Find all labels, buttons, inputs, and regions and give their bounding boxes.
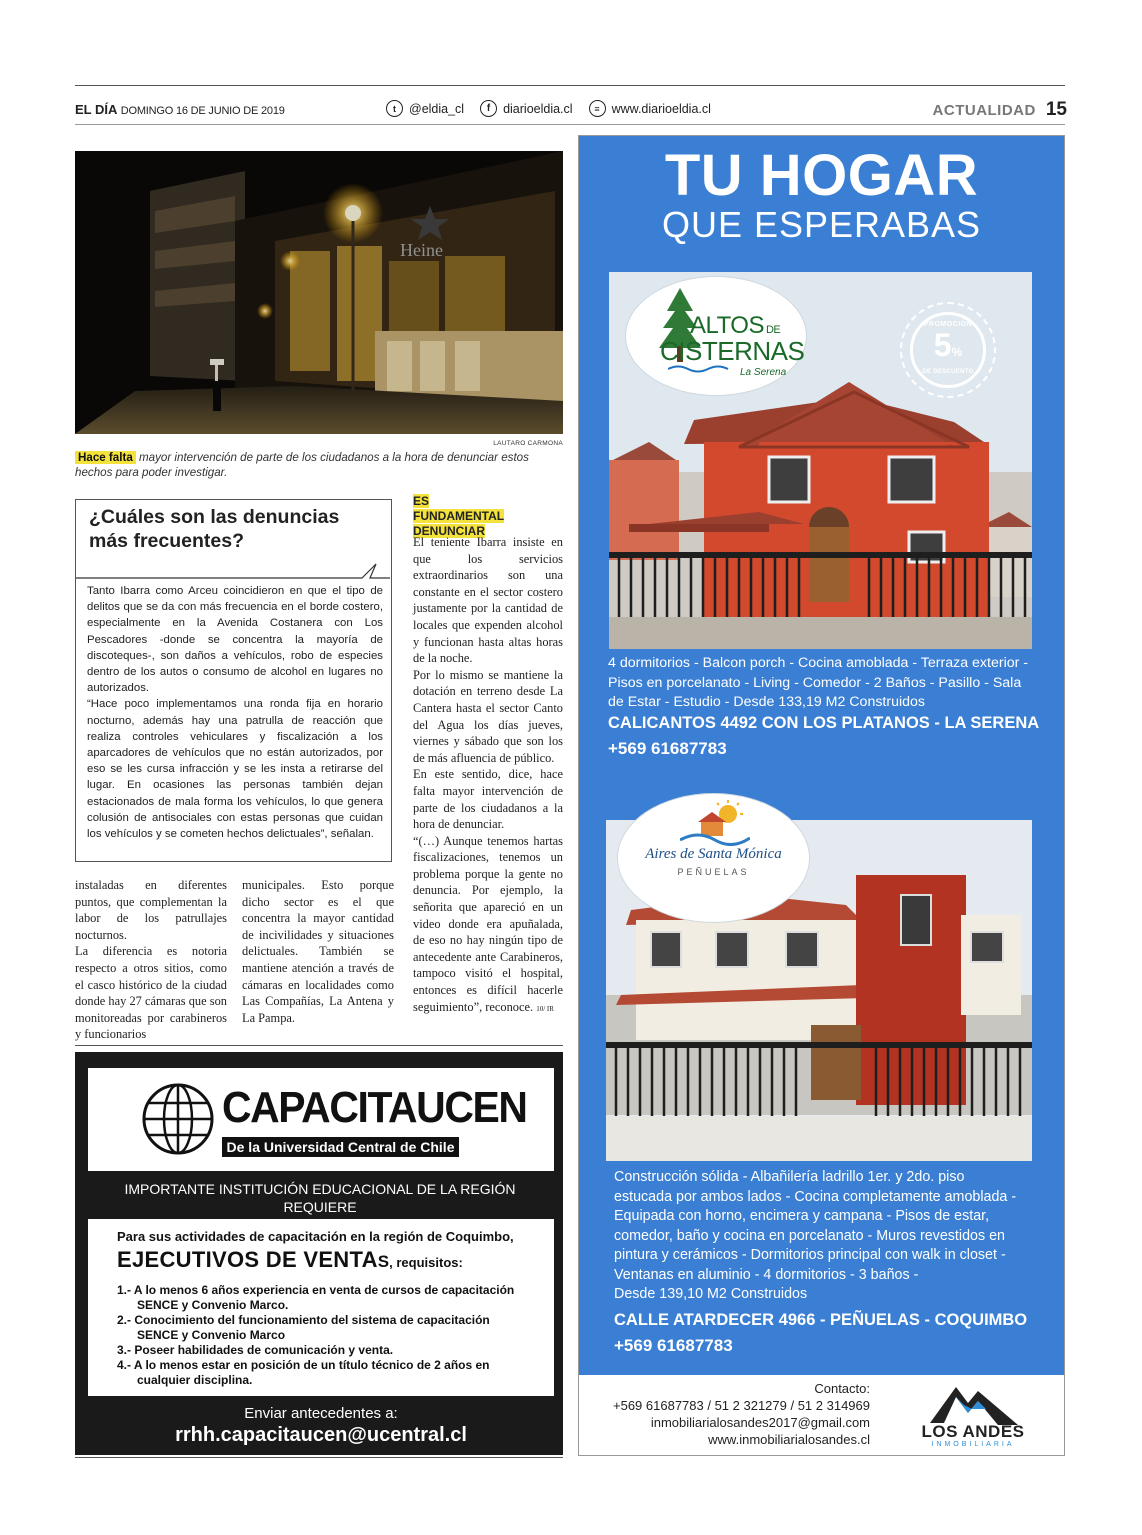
capacitaucen-role	[117, 1247, 557, 1273]
facebook-page[interactable]: diarioeldia.cl	[503, 101, 573, 116]
capacitaucen-email[interactable]: rrhh.capacitaucen@ucentral.cl	[175, 1424, 467, 1446]
page-number: 15	[1045, 99, 1067, 120]
globe-logo-icon	[140, 1081, 216, 1157]
requirement-item: 3.- Poseer habilidades de comunicación y venta.	[117, 1343, 394, 1357]
project-2-address: CALLE ATARDECER 4966 - PEÑUELAS - COQUIMBO	[614, 1311, 1028, 1329]
altos-word: ALTOS	[690, 312, 764, 339]
article-col-3	[413, 534, 563, 1017]
los-andes-sub: INMOBILIARIA	[931, 1441, 1015, 1448]
speech-bubble-rule	[76, 560, 390, 584]
header-rule-bottom	[75, 124, 1065, 125]
promo-top-text: PROMOCIÓN	[923, 321, 973, 328]
project-1-description: 4 dormitorios - Balcon porch - Cocina amoblada - Terraza exterior - Pisos en porcelanato - Living - Comedor - 2 Baños - Pasillo - Sala de Estar - Estudio - Desde 133,19 M2 Construidos	[608, 655, 1029, 710]
aires-logo-name: Aires de Santa Mónica	[645, 846, 782, 862]
section-name: ACTUALIDAD	[932, 102, 1036, 119]
de-word: DE	[765, 324, 781, 336]
promo-bottom-text: DE DESCUENTO	[922, 369, 974, 375]
facebook-icon: f	[480, 100, 497, 117]
box-body	[87, 583, 383, 842]
heineken-sign: Heine	[400, 240, 443, 260]
article-subhead	[413, 494, 523, 539]
altos-logo-city: La Serena	[740, 367, 787, 378]
mountain-logo-icon	[928, 1383, 1020, 1427]
promo-pct: %	[951, 345, 963, 359]
promo-num-value: 5	[933, 327, 952, 363]
caption-text: mayor intervención de parte de los ciudadanos a la hora de denunciar estos hechos para poder investigar.	[75, 451, 529, 479]
ad-title-1: TU HOGAR	[664, 143, 979, 208]
sun-house-logo-icon	[680, 800, 750, 846]
article-signoff: 10/ IR	[536, 1004, 554, 1013]
social-links	[386, 100, 711, 117]
article-col-1: instaladas en diferentes puntos, que complementan la labor de los patrullajes nocturnos. La diferencia es notoria respecto a otros sitios, como el casco histórico de la ciudad donde hay 27 cámaras que son monitoreadas por carabineros y funcionarios	[75, 878, 227, 1042]
article-col-3-text: El teniente Ibarra insiste en que los servicios extraordinarios son una constante en el sector costero justamente por la cantidad de locales que expenden alcohol y funcionan hasta altas horas de la noche. Por lo mismo se mantiene la dotación en terreno desde La Cantera hasta el sector Canto del Agua los días jueves, viernes y sábado que son los de más afluencia de público. En este sentido, dice, hace falta mayor intervención de parte de los ciudadanos a la hora de denunciar. “(…) Aunque tenemos hartas fiscalizaciones, tenemos un problema porque la gente no denuncia. Por ejemplo, la señorita que apareció en un video donde era apuñalada, de eso no hay ningún tipo de antecedente ante Carabineros, tampoco visitó el hospital, entonces es difícil hacerle seguimiento”, reconoce.	[413, 535, 563, 1014]
paper-name: EL DÍA	[75, 102, 118, 117]
contact-label: Contacto:	[814, 1381, 870, 1396]
website-link[interactable]: www.diarioeldia.cl	[611, 101, 711, 116]
aires-logo-city: PEÑUELAS	[677, 867, 750, 877]
header-rule-top	[75, 85, 1065, 86]
capacitaucen-subbrand: De la Universidad Central de Chile	[222, 1137, 459, 1157]
article-col-2: municipales. Esto porque dicho sector es el que concentra la mayor cantidad de incivilidades y situaciones delictuales. También se mantiene atención a través de cámaras en localidades como Las Compañías, La Antena y La Pampa.	[242, 878, 394, 1025]
ad-title-2: QUE ESPERABAS	[661, 204, 982, 245]
requirement-item: 2.- Conocimiento del funcionamiento del sistema de capacitación SENCE y Convenio Marco	[117, 1313, 490, 1342]
photo-caption	[75, 451, 563, 480]
project-1-phone[interactable]: +569 61687783	[608, 739, 727, 758]
box-paragraph-2: “Hace poco implementamos una ronda fija en horario nocturno, además hay una patrulla de reacción que realiza controles vehiculares y fiscalización a los aparcadores de vehículos que no están autorizados, por eso se les cursa infracción y se les insta a retirarse del lugar. En ocasiones las personas también dejan estacionados de mala forma los vehículos, lo que genera colusión de antisociales con estas personas que cuidan los vehículos y se cometen hechos delictuales”, señalan.	[87, 698, 383, 841]
globe-icon: ≡	[589, 100, 606, 117]
masthead	[75, 102, 285, 117]
role-title: EJECUTIVOS DE VENTA	[117, 1247, 378, 1272]
photo-credit: LAUTARO CARMONA	[493, 440, 563, 447]
project-2-description: Construcción sólida - Albañilería ladrillo 1er. y 2do. piso estucada por ambos lados - Cocina completamente amoblada - Equipada con horno, encimera y campana - Pisos de estar, comedor, baño y cocina en porcelanato - Muros revestidos en pintura y cerámicos - Dormitorios principal con walk in closet - Ventanas en aluminio - 4 dormitorios - 3 baños -	[614, 1169, 1017, 1283]
subhead-text: ES FUNDAMENTAL DENUNCIAR	[413, 494, 505, 538]
contact-phones[interactable]: +569 61687783 / 51 2 321279 / 51 2 314969	[613, 1398, 870, 1413]
section-tag	[933, 99, 1067, 121]
capacitaucen-intro: Para sus actividades de capacitación en la región de Coquimbo,	[117, 1229, 514, 1244]
wave-decoration	[668, 364, 738, 374]
requirement-item: 1.- A lo menos 6 años experiencia en venta de cursos de capacitación SENCE y Convenio Marco.	[117, 1283, 515, 1312]
contact-email[interactable]: inmobiliarialosandes2017@gmail.com	[650, 1415, 870, 1430]
capacitaucen-brand: CAPACITAUCEN	[222, 1083, 527, 1132]
los-andes-brand: LOS ANDES	[921, 1422, 1025, 1441]
capacitaucen-send-label: Enviar antecedentes a:	[244, 1405, 398, 1422]
ad-contact	[600, 1380, 870, 1448]
requirement-item: 4.- A lo menos estar en posición de un título técnico de 2 años en cualquier disciplina.	[117, 1358, 490, 1387]
night-street-photo	[75, 151, 563, 434]
capacitaucen-requirements	[117, 1283, 517, 1388]
photo-illustration	[75, 151, 563, 434]
role-title-s: S	[377, 1252, 390, 1271]
contact-web[interactable]: www.inmobiliarialosandes.cl	[708, 1432, 870, 1447]
twitter-icon: t	[386, 100, 403, 117]
caption-lead: Hace falta	[75, 451, 136, 464]
role-tail: , requisitos:	[389, 1255, 463, 1270]
box-title: ¿Cuáles son las denuncias más frecuentes?	[89, 506, 340, 552]
cisternas-word: CISTERNAS	[660, 336, 805, 366]
capacitaucen-institution: IMPORTANTE INSTITUCIÓN EDUCACIONAL DE LA REGIÓN REQUIERE	[124, 1181, 516, 1215]
promo-number	[913, 328, 983, 369]
project-2-size: Desde 139,10 M2 Construidos	[614, 1286, 808, 1302]
project-1-address: CALICANTOS 4492 CON LOS PLATANOS - LA SERENA	[608, 714, 1040, 732]
issue-date: DOMINGO 16 DE JUNIO DE 2019	[120, 105, 285, 117]
twitter-handle[interactable]: @eldia_cl	[409, 101, 465, 116]
box-paragraph-1: Tanto Ibarra como Arceu coincidieron en que el tipo de delitos que se da con más frecuencia en el borde costero, especialmente en la Avenida Costanera con Los Pescadores -donde se concentra la mayoría de discoteques-, son daños a vehículos, robo de especies dentro de los autos o consumo de alcohol en lugares no autorizados.	[87, 585, 383, 695]
promo-seal-inner	[910, 312, 986, 388]
project-2-phone[interactable]: +569 61687783	[614, 1336, 733, 1355]
